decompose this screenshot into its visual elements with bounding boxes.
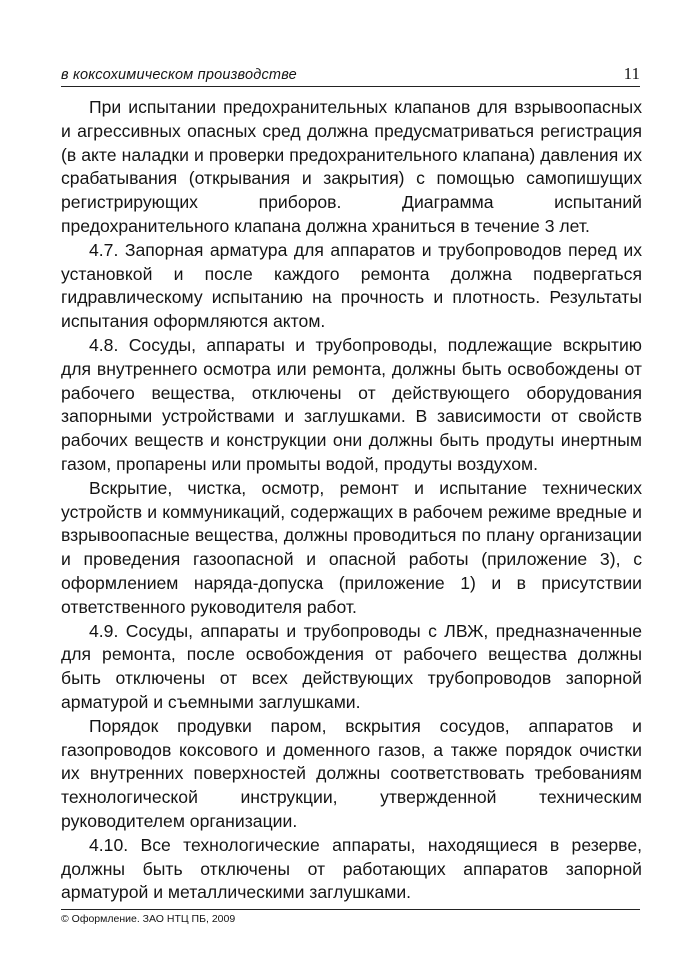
page-header [61, 56, 640, 87]
paragraph-valve-test-registration: При испытании предохранительных клапанов для взрывоопасных и агрессивных опасных сред должна предусматриваться регистрация (в акте наладки и проверки предохранительного клапана) давления их срабатывания (открывания и закрытия) с помощью самопишущих регистрирующих приборов. Диаграмма испытаний предохранительного клапана должна храниться в течение 3 лет. [61, 97, 642, 236]
body-text [61, 96, 642, 905]
running-head: в коксохимическом производстве [61, 67, 297, 83]
paragraph-4-10: 4.10. Все технологические аппараты, находящиеся в резерве, должны быть отключены от работающих аппаратов запорной арматурой и металлическими заглушками. [61, 834, 642, 903]
paragraph-4-8: 4.8. Сосуды, аппараты и трубопроводы, подлежащие вскрытию для внутреннего осмотра или ремонта, должны быть освобождены от рабочего вещества, отключены от действующего оборудования запорными устройствами и заглушками. В зависимости от свойств рабочих веществ и конструкции они должны быть продуты инертным газом, пропарены или промыты водой, продуты воздухом. [61, 334, 642, 474]
paragraph-4-9: 4.9. Сосуды, аппараты и трубопроводы с ЛВЖ, предназначенные для ремонта, после освобождения от рабочего вещества должны быть отключены от всех действующих трубопроводов запорной арматурой и съемными заглушками. [61, 620, 642, 712]
copyright-notice: © Оформление. ЗАО НТЦ ПБ, 2009 [61, 913, 236, 925]
page-footer [61, 909, 640, 925]
paragraph-purging-procedure: Порядок продувки паром, вскрытия сосудов, аппаратов и газопроводов коксового и доменного газов, а также порядок очистки их внутренних поверхностей должны соответствовать требованиям технологической инструкции, утвержденной техническим руководителем организации. [61, 715, 642, 831]
paragraph-4-7: 4.7. Запорная арматура для аппаратов и трубопроводов перед их установкой и после каждого ремонта должна подвергаться гидравлическому испытанию на прочность и плотность. Результаты испытания оформляются актом. [61, 239, 642, 332]
page-number: 11 [623, 64, 640, 83]
paragraph-opening-cleaning: Вскрытие, чистка, осмотр, ремонт и испытание технических устройств и коммуникаций, содержащих в рабочем режиме вредные и взрывоопасные вещества, должны проводиться по плану организации и проведения газоопасной и опасной работы (приложение 3), с оформлением наряда-допуска (приложение 1) и в присутствии ответственного руководителя работ. [61, 477, 642, 617]
